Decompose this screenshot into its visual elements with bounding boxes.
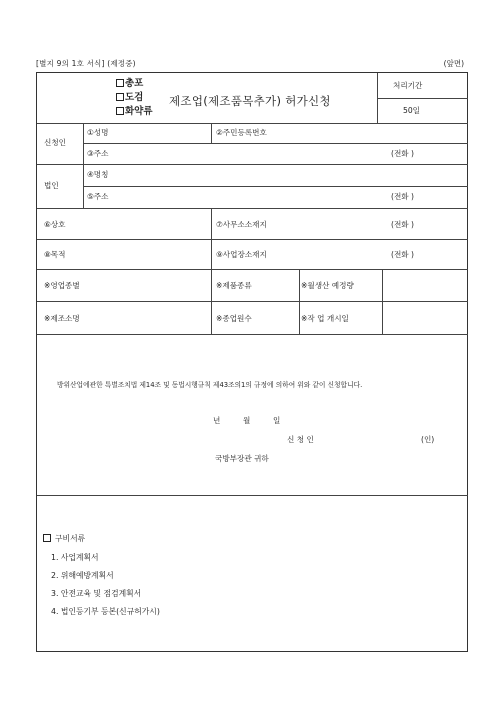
date-day-label: 일 <box>273 416 281 425</box>
corporation-phone: (전화 ) <box>391 192 415 201</box>
processing-period-label: 처리기간 <box>393 81 423 90</box>
checkbox-icon[interactable] <box>116 107 124 115</box>
monthly-output-field[interactable]: ※월생산 예정량 <box>301 281 354 290</box>
factory-name-field[interactable]: ※제조소명 <box>44 314 80 323</box>
required-documents-title <box>43 533 85 544</box>
addressee: 국방부장관 귀하 <box>215 454 269 463</box>
category-explosives[interactable] <box>116 107 153 117</box>
purpose-field[interactable]: ⑧목적 <box>44 250 66 259</box>
category-label: 도검 <box>125 92 144 103</box>
category-label: 화약류 <box>125 106 153 117</box>
start-date-field[interactable]: ※작 업 개시일 <box>301 314 349 323</box>
site-phone: (전화 ) <box>391 250 415 259</box>
business-type-field[interactable]: ※영업종별 <box>44 281 80 290</box>
date-month-label: 월 <box>243 416 251 425</box>
seal-mark: (인) <box>421 435 435 444</box>
office-phone: (전화 ) <box>391 220 415 229</box>
category-label: 총포 <box>125 78 144 89</box>
form-title: 제조업(제조품목추가) 허가신청 <box>169 94 331 108</box>
product-type-field[interactable]: ※제품종류 <box>216 281 252 290</box>
document-item: 3. 안전교육 및 점검계획서 <box>51 589 142 598</box>
category-swords[interactable] <box>116 93 143 103</box>
processing-period-value: 50일 <box>403 106 420 115</box>
document-item: 4. 법인등기부 등본(신규허가시) <box>51 607 160 616</box>
applicant-resident-no-field[interactable]: ②주민등록번호 <box>216 128 267 137</box>
square-bullet-icon <box>43 534 51 542</box>
category-firearms[interactable] <box>116 79 143 89</box>
applicant-address-field[interactable]: ③주소 <box>87 149 109 158</box>
form-number: [별지 9의 1호 서식] (제정중) <box>36 59 136 68</box>
page-side: (앞면) <box>443 59 464 68</box>
document-item: 2. 위해예방계획서 <box>51 571 114 580</box>
trade-name-field[interactable]: ⑥상호 <box>44 220 66 229</box>
site-location-field[interactable]: ⑨사업장소재지 <box>216 250 267 259</box>
applicant-label: 신청인 <box>44 138 67 147</box>
required-documents-label: 구비서류 <box>55 534 86 543</box>
corporation-name-field[interactable]: ④명칭 <box>87 170 109 179</box>
document-item: 1. 사업계획서 <box>51 553 99 562</box>
checkbox-icon[interactable] <box>116 93 124 101</box>
date-year-label: 년 <box>213 416 221 425</box>
application-form <box>36 72 468 652</box>
employees-field[interactable]: ※종업원수 <box>216 314 252 323</box>
checkbox-icon[interactable] <box>116 79 124 87</box>
applicant-name-field[interactable]: ①성명 <box>87 128 109 137</box>
declaration-statement: 방위산업에관한 특별조치법 제14조 및 동법시행규칙 제43조의1의 규정에 의하여 위와 같이 신청합니다. <box>57 381 363 389</box>
corporation-label: 법인 <box>44 181 59 190</box>
applicant-phone: (전화 ) <box>391 149 415 158</box>
corporation-address-field[interactable]: ⑤주소 <box>87 192 109 201</box>
office-location-field[interactable]: ⑦사무소소재지 <box>216 220 267 229</box>
signature-applicant-label: 신 청 인 <box>287 435 314 444</box>
